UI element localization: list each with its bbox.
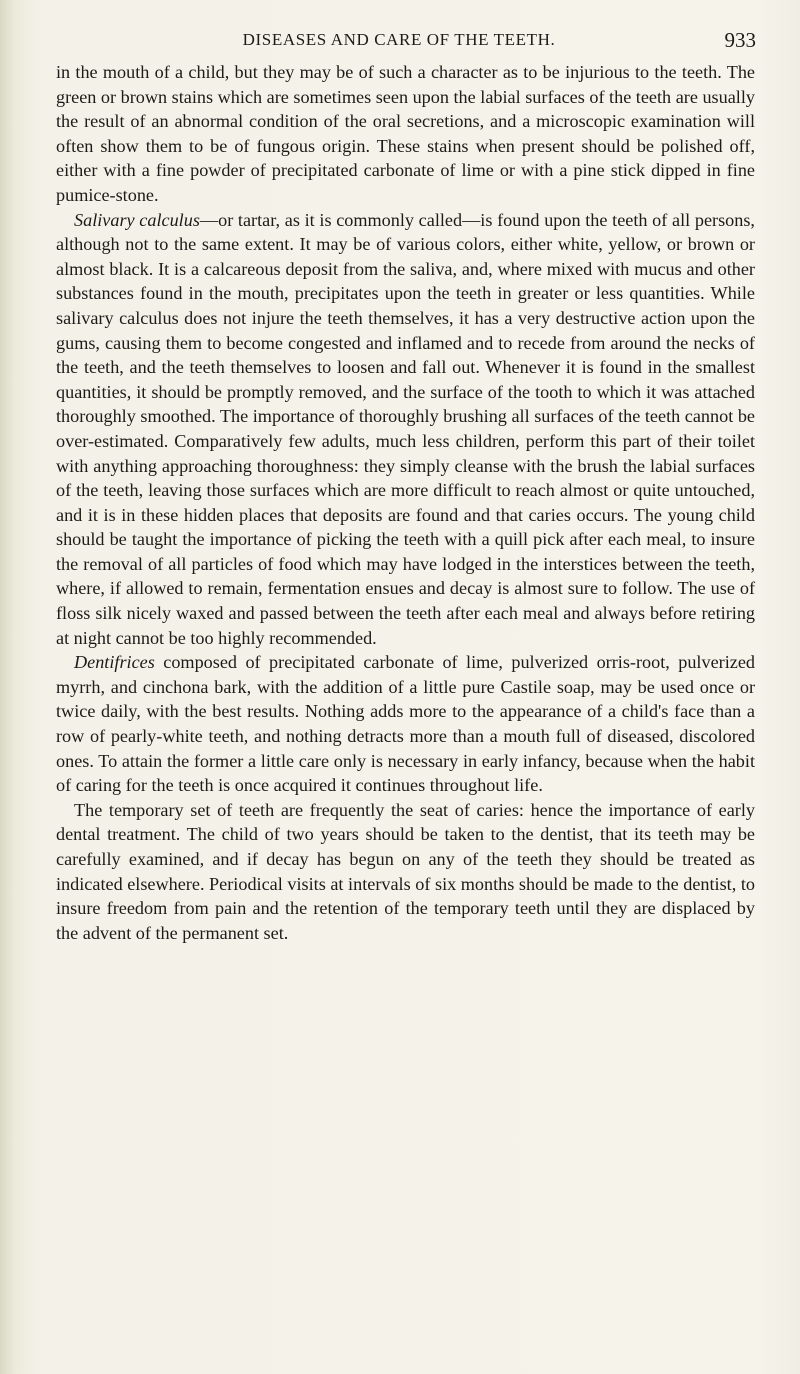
running-head [42, 30, 756, 54]
paragraph [56, 208, 755, 651]
paragraph-text: in the mouth of a child, but they may be of such a character as to be injurious to the teeth. The green or brown stains which are sometimes seen upon the labial surfaces of the teeth are usually the result of an abnormal condition of the oral secretions, and a microscopic examination will often show them to be of fungous origin. These stains when present should be polished off, either with a fine powder of precipitated carbonate of lime or with a pine stick dipped in fine pumice-stone. [56, 62, 755, 205]
paragraph [56, 798, 755, 946]
paragraph-lead-term: Dentifrices [74, 652, 155, 673]
paragraph [56, 650, 755, 798]
paragraph-text: —or tartar, as it is commonly called—is found upon the teeth of all persons, although not to the same extent. It may be of various colors, either white, yellow, or brown or almost black. It is a calcareous deposit from the saliva, and, where mixed with mucus and other substances found in the mouth, precipitates upon the teeth in greater or less quantities. While salivary calculus does not injure the teeth themselves, it has a very destructive action upon the gums, causing them to become congested and inflamed and to recede from around the necks of the teeth, and the teeth themselves to loosen and fall out. Whenever it is found in the smallest quantities, it should be promptly removed, and the surface of the tooth to which it was attached thoroughly smoothed. The importance of thoroughly brushing all surfaces of the teeth cannot be over-estimated. Comparatively few adults, much less children, perform this part of their toilet with anything approaching thoroughness: they simply cleanse with the brush the labial surfaces of the teeth, leaving those surfaces which are more difficult to reach almost or quite untouched, and it is in these hidden places that deposits are found and that caries occurs. The young child should be taught the importance of picking the teeth with a quill pick after each meal, to insure the removal of all particles of food which may have lodged in the interstices between the teeth, where, if allowed to remain, fermentation ensues and decay is almost sure to follow. The use of floss silk nicely waxed and passed between the teeth after each meal and always before retiring at night cannot be too highly recommended. [56, 209, 755, 648]
paragraph-lead-term: Salivary calculus [74, 209, 200, 230]
body-text [56, 60, 755, 945]
page-number: 933 [724, 28, 756, 52]
paragraph-text: composed of precipitated carbonate of lime, pulverized orris-root, pulverized myrrh, and cinchona bark, with the addition of a little pure Castile soap, may be used once or twice daily, with the best results. Nothing adds more to the appearance of a child's face than a row of pearly-white teeth, and nothing detracts more than a mouth full of diseased, discolored ones. To attain the former a little care only is necessary in early infancy, because when the habit of caring for the teeth is once acquired it continues throughout life. [56, 652, 755, 796]
paragraph-text: The temporary set of teeth are frequently the seat of caries: hence the importance of early dental treatment. The child of two years should be taken to the dentist, that its teeth may be carefully examined, and if decay has begun on any of the teeth they should be treated as indicated elsewhere. Periodical visits at intervals of six months should be made to the dentist, to insure freedom from pain and the retention of the temporary teeth until they are displaced by the advent of the permanent set. [56, 799, 755, 943]
running-title: DISEASES AND CARE OF THE TEETH. [242, 30, 556, 49]
paragraph [56, 60, 755, 208]
